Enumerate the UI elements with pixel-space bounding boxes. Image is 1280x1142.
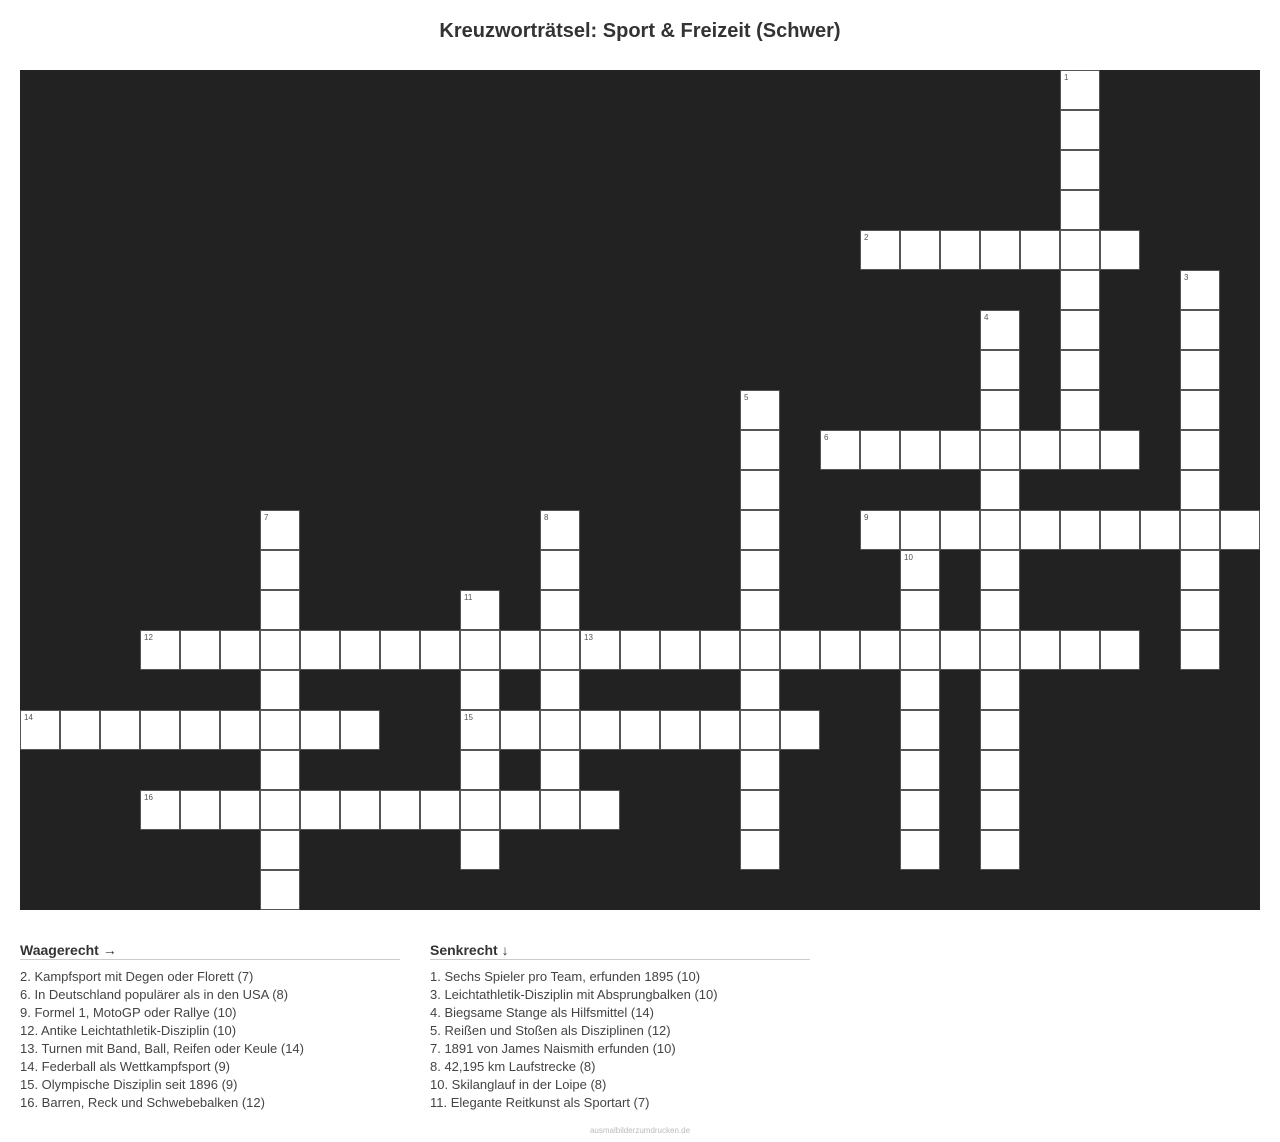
grid-cell[interactable] [820,430,860,470]
grid-cell[interactable] [180,710,220,750]
grid-cell[interactable] [860,430,900,470]
grid-cell[interactable] [1220,510,1260,550]
grid-cell[interactable] [1180,310,1220,350]
grid-cell[interactable] [620,710,660,750]
grid-cell[interactable] [900,710,940,750]
across-clue: 2. Kampfsport mit Degen oder Florett (7) [20,969,254,984]
cell-number: 16 [144,793,153,802]
cell-number: 4 [984,313,989,322]
grid-cell[interactable] [580,630,620,670]
across-clue: 13. Turnen mit Band, Ball, Reifen oder Keule (14) [20,1041,304,1056]
grid-cell[interactable] [1140,510,1180,550]
grid-cell[interactable] [260,790,300,830]
grid-cell[interactable] [740,590,780,630]
grid-cell[interactable] [580,790,620,830]
grid-cell[interactable] [540,630,580,670]
grid-cell[interactable] [140,630,180,670]
grid-cell[interactable] [1060,310,1100,350]
grid-cell[interactable] [980,470,1020,510]
grid-cell[interactable] [220,630,260,670]
grid-cell[interactable] [460,830,500,870]
down-clue: 4. Biegsame Stange als Hilfsmittel (14) [430,1005,654,1020]
down-clue: 3. Leichtathletik-Disziplin mit Absprungbalken (10) [430,987,718,1002]
grid-cell[interactable] [860,230,900,270]
grid-cell[interactable] [740,390,780,430]
grid-cell[interactable] [860,630,900,670]
grid-cell[interactable] [740,630,780,670]
across-clue: 12. Antike Leichtathletik-Disziplin (10) [20,1023,237,1038]
down-clue: 10. Skilanglauf in der Loipe (8) [430,1077,607,1092]
crossword-grid [20,70,1260,910]
grid-cell[interactable] [540,790,580,830]
grid-cell[interactable] [980,390,1020,430]
across-clue: 9. Formel 1, MotoGP oder Rallye (10) [20,1005,237,1020]
across-clue: 6. In Deutschland populärer als in den USA (8) [20,987,289,1002]
grid-cell[interactable] [540,510,580,550]
cell-number: 12 [144,633,153,642]
cell-number: 7 [264,513,269,522]
grid-cell[interactable] [260,510,300,550]
down-clue: 11. Elegante Reitkunst als Sportart (7) [430,1095,650,1110]
cell-number: 1 [1064,73,1069,82]
grid-cell[interactable] [1060,270,1100,310]
grid-cell[interactable] [260,670,300,710]
grid-cell[interactable] [700,630,740,670]
grid-cell[interactable] [540,710,580,750]
cell-number: 2 [864,233,869,242]
grid-cell[interactable] [1060,190,1100,230]
grid-cell[interactable] [500,630,540,670]
cell-number: 15 [464,713,473,722]
down-clue: 1. Sechs Spieler pro Team, erfunden 1895 (10) [430,969,701,984]
grid-cell[interactable] [980,550,1020,590]
grid-cell[interactable] [1180,270,1220,310]
grid-cell[interactable] [1180,470,1220,510]
grid-cell[interactable] [740,710,780,750]
grid-cell[interactable] [660,630,700,670]
grid-cell[interactable] [460,790,500,830]
grid-cell[interactable] [1020,510,1060,550]
grid-cell[interactable] [540,590,580,630]
grid-cell[interactable] [220,790,260,830]
cell-number: 3 [1184,273,1189,282]
grid-cell[interactable] [220,710,260,750]
cell-number: 8 [544,513,549,522]
grid-cell[interactable] [260,590,300,630]
cell-number: 10 [904,553,913,562]
grid-cell[interactable] [900,550,940,590]
grid-cell[interactable] [780,710,820,750]
grid-cell[interactable] [980,670,1020,710]
across-clues [20,942,400,1112]
grid-cell[interactable] [980,790,1020,830]
grid-cell[interactable] [740,750,780,790]
grid-cell[interactable] [260,830,300,870]
grid-cell[interactable] [1020,430,1060,470]
grid-cell[interactable] [900,590,940,630]
grid-cell[interactable] [980,630,1020,670]
down-heading: Senkrecht ↓ [430,942,810,960]
grid-cell[interactable] [300,710,340,750]
grid-cell[interactable] [260,750,300,790]
grid-cell[interactable] [900,430,940,470]
grid-cell[interactable] [1180,350,1220,390]
grid-cell[interactable] [1060,510,1100,550]
cell-number: 6 [824,433,829,442]
grid-cell[interactable] [1060,150,1100,190]
grid-cell[interactable] [980,310,1020,350]
grid-cell[interactable] [300,630,340,670]
grid-cell[interactable] [900,790,940,830]
grid-cell[interactable] [740,510,780,550]
grid-cell[interactable] [1100,230,1140,270]
grid-cell[interactable] [740,790,780,830]
grid-cell[interactable] [180,790,220,830]
grid-cell[interactable] [140,710,180,750]
grid-cell[interactable] [1060,70,1100,110]
grid-cell[interactable] [980,830,1020,870]
cell-number: 5 [744,393,749,402]
grid-cell[interactable] [1060,230,1100,270]
across-clue: 14. Federball als Wettkampfsport (9) [20,1059,231,1074]
grid-cell[interactable] [900,830,940,870]
grid-cell[interactable] [300,790,340,830]
grid-cell[interactable] [900,630,940,670]
grid-cell[interactable] [340,710,380,750]
down-clue: 5. Reißen und Stoßen als Disziplinen (12) [430,1023,671,1038]
cell-number: 11 [464,593,473,602]
grid-cell[interactable] [1180,390,1220,430]
down-clue: 7. 1891 von James Naismith erfunden (10) [430,1041,676,1056]
grid-cell[interactable] [940,510,980,550]
grid-cell[interactable] [580,710,620,750]
grid-cell[interactable] [740,670,780,710]
grid-cell[interactable] [1060,350,1100,390]
down-clue: 8. 42,195 km Laufstrecke (8) [430,1059,596,1074]
grid-cell[interactable] [460,750,500,790]
grid-cell[interactable] [980,510,1020,550]
grid-cell[interactable] [1180,550,1220,590]
grid-cell[interactable] [260,550,300,590]
grid-cell[interactable] [980,750,1020,790]
grid-cell[interactable] [420,790,460,830]
grid-cell[interactable] [900,670,940,710]
grid-cell[interactable] [1060,430,1100,470]
grid-cell[interactable] [1180,510,1220,550]
grid-cell[interactable] [380,630,420,670]
grid-cell[interactable] [260,870,300,910]
grid-cell[interactable] [1100,630,1140,670]
grid-cell[interactable] [1060,390,1100,430]
grid-cell[interactable] [460,630,500,670]
grid-cell[interactable] [540,670,580,710]
cell-number: 13 [584,633,593,642]
grid-cell[interactable] [100,710,140,750]
grid-cell[interactable] [780,630,820,670]
page-title: Kreuzworträtsel: Sport & Freizeit (Schwer) [439,20,841,42]
grid-cell[interactable] [740,470,780,510]
grid-cell[interactable] [940,230,980,270]
grid-cell[interactable] [1020,230,1060,270]
grid-cell[interactable] [940,630,980,670]
grid-cell[interactable] [420,630,460,670]
grid-cell[interactable] [260,710,300,750]
grid-cell[interactable] [340,790,380,830]
grid-cell[interactable] [500,710,540,750]
grid-cell[interactable] [140,790,180,830]
grid-cell[interactable] [980,590,1020,630]
grid-cell[interactable] [620,630,660,670]
grid-cell[interactable] [1060,630,1100,670]
grid-cell[interactable] [1060,110,1100,150]
grid-cell[interactable] [460,710,500,750]
grid-cell[interactable] [700,710,740,750]
grid-cell[interactable] [1180,590,1220,630]
across-heading: Waagerecht → [20,942,400,960]
grid-cell[interactable] [60,710,100,750]
footer-credit: ausmalbilderzumdrucken.de [589,1126,691,1135]
grid-cell[interactable] [980,350,1020,390]
grid-cell[interactable] [980,430,1020,470]
across-clue: 16. Barren, Reck und Schwebebalken (12) [20,1095,265,1110]
grid-cell[interactable] [900,510,940,550]
grid-cell[interactable] [180,630,220,670]
grid-cell[interactable] [900,230,940,270]
cell-number: 14 [24,713,33,722]
grid-cell[interactable] [740,550,780,590]
grid-cell[interactable] [1180,630,1220,670]
grid-cell[interactable] [20,710,60,750]
grid-cell[interactable] [820,630,860,670]
grid-cell[interactable] [460,590,500,630]
grid-cell[interactable] [740,830,780,870]
grid-cell[interactable] [1020,630,1060,670]
grid-cell[interactable] [380,790,420,830]
grid-cell[interactable] [460,670,500,710]
grid-cell[interactable] [860,510,900,550]
cell-number: 9 [864,513,869,522]
grid-cell[interactable] [500,790,540,830]
grid-cell[interactable] [980,710,1020,750]
across-clue: 15. Olympische Disziplin seit 1896 (9) [20,1077,238,1092]
grid-cell[interactable] [540,550,580,590]
grid-cell[interactable] [980,230,1020,270]
grid-cell[interactable] [540,750,580,790]
grid-cell[interactable] [1100,510,1140,550]
grid-cell[interactable] [260,630,300,670]
grid-cell[interactable] [340,630,380,670]
grid-cell[interactable] [940,430,980,470]
grid-cell[interactable] [660,710,700,750]
grid-cell[interactable] [1100,430,1140,470]
down-clues [430,942,810,1112]
grid-cell[interactable] [1180,430,1220,470]
grid-cell[interactable] [740,430,780,470]
grid-cell[interactable] [900,750,940,790]
